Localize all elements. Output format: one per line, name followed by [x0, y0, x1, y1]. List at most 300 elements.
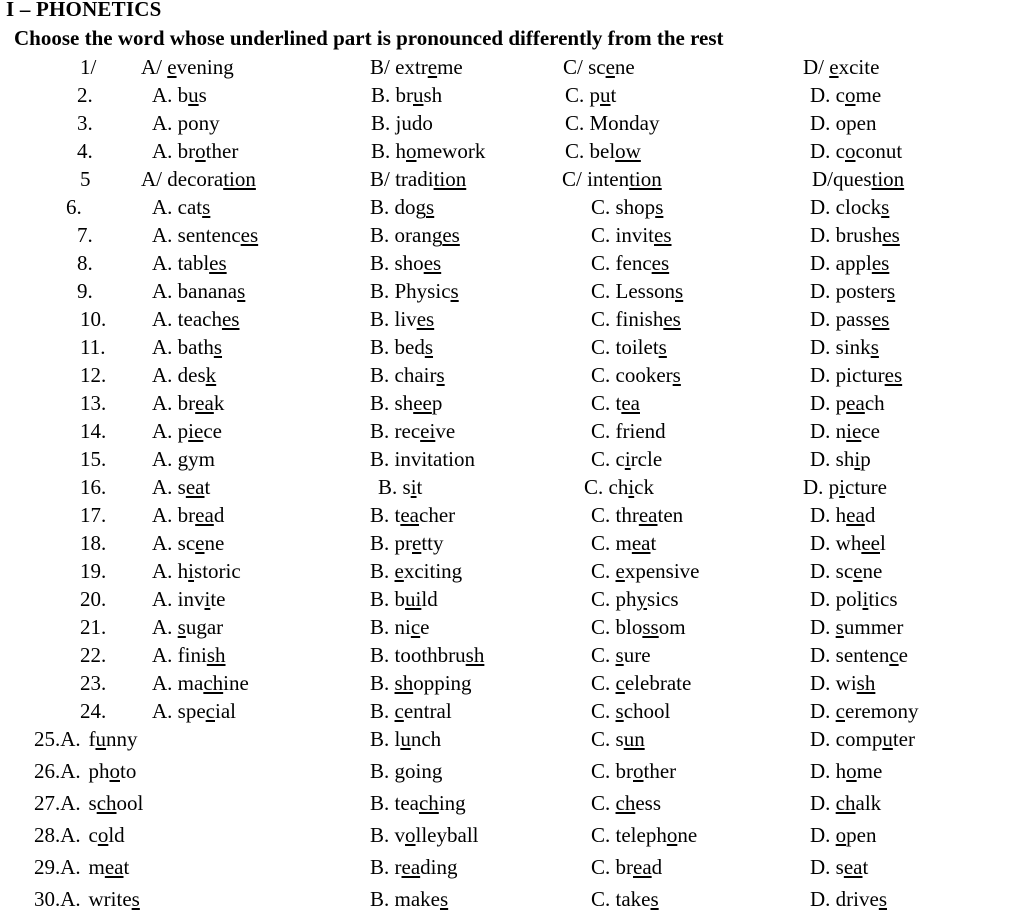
- word-part: A. gym: [152, 447, 215, 471]
- word-part: A. h: [152, 559, 189, 583]
- question-row: [0, 585, 1024, 613]
- word-part: me: [437, 55, 463, 79]
- underlined-sound: s: [878, 887, 888, 911]
- underlined-sound: s: [450, 279, 459, 303]
- underlined-sound: es: [663, 307, 681, 331]
- word-part: B. judo: [371, 111, 433, 135]
- option-b: [370, 389, 442, 417]
- word-part: f: [88, 727, 96, 751]
- word-part: D.: [810, 791, 836, 815]
- word-part: ummer: [843, 615, 904, 639]
- word-part: B. s: [378, 475, 411, 499]
- underlined-sound: e: [829, 55, 839, 79]
- option-d: [810, 697, 918, 725]
- underlined-sound: s: [202, 195, 211, 219]
- option-a: [89, 853, 130, 881]
- question-row: [0, 165, 1024, 193]
- question-row: [0, 789, 1024, 817]
- word-part: t: [862, 855, 869, 879]
- option-c: [591, 757, 676, 785]
- word-part: A. tabl: [152, 251, 210, 275]
- option-c: [591, 361, 681, 389]
- option-a: [152, 417, 222, 445]
- word-part: A. teach: [152, 307, 222, 331]
- question-number: 17.: [80, 503, 107, 527]
- word-part: B. ni: [370, 615, 411, 639]
- word-part: chool: [623, 699, 671, 723]
- word-part: d: [213, 503, 225, 527]
- question-row: [0, 501, 1024, 529]
- underlined-sound: es: [221, 307, 240, 331]
- question-number: 20.: [80, 587, 107, 611]
- underlined-sound: s: [835, 615, 844, 639]
- question-row: [0, 885, 1024, 913]
- option-b: [370, 249, 441, 277]
- word-part: C. thr: [591, 503, 639, 527]
- word-part: C. toilet: [591, 335, 659, 359]
- option-d: [803, 473, 887, 501]
- option-b: [370, 361, 445, 389]
- option-b: [370, 757, 442, 785]
- underlined-sound: u: [882, 727, 893, 751]
- underlined-sound: k: [205, 363, 217, 387]
- word-part: A. br: [152, 391, 196, 415]
- word-part: D. wi: [810, 671, 857, 695]
- question-number: 13.: [80, 391, 107, 415]
- question-number: 11.: [80, 335, 106, 359]
- word-part: C. br: [591, 855, 633, 879]
- word-part: tics: [868, 587, 898, 611]
- question-row: [0, 473, 1024, 501]
- word-part: A. br: [152, 503, 196, 527]
- word-part: A. fini: [152, 643, 207, 667]
- word-part: storic: [194, 559, 241, 583]
- word-part: rcle: [630, 447, 663, 471]
- word-part: A. b: [152, 83, 189, 107]
- word-part: C. br: [591, 759, 633, 783]
- option-b: [370, 165, 466, 193]
- word-part: ther: [205, 139, 239, 163]
- underlined-sound: ch: [203, 671, 224, 695]
- word-part: A. sentenc: [152, 223, 241, 247]
- question-number: 19.: [80, 559, 107, 583]
- question-number: 16.: [80, 475, 107, 499]
- word-part: D. wh: [810, 531, 862, 555]
- underlined-sound: o: [406, 139, 417, 163]
- underlined-sound: ui: [405, 587, 422, 611]
- underlined-sound: s: [887, 279, 896, 303]
- word-part: A. des: [152, 363, 206, 387]
- word-part: D. h: [810, 759, 847, 783]
- option-a: [152, 389, 224, 417]
- underlined-sound: sh: [206, 643, 226, 667]
- word-part: xciting: [403, 559, 463, 583]
- underlined-sound: es: [442, 223, 460, 247]
- option-b: [370, 789, 466, 817]
- question-number: 22.: [80, 643, 107, 667]
- option-c: [591, 789, 661, 817]
- underlined-sound: i: [188, 559, 195, 583]
- option-b: [370, 613, 430, 641]
- word-part: t: [204, 475, 211, 499]
- option-a: [152, 585, 226, 613]
- word-part: to: [120, 759, 137, 783]
- underlined-sound: ea: [638, 503, 658, 527]
- option-c: [562, 165, 662, 193]
- word-part: A. p: [152, 419, 189, 443]
- option-c: [563, 53, 635, 81]
- question-number: 26.A.: [34, 759, 81, 783]
- option-d: [810, 137, 902, 165]
- word-part: D. pass: [810, 307, 872, 331]
- word-part: D. poster: [810, 279, 887, 303]
- underlined-sound: i: [628, 475, 635, 499]
- option-a: [152, 529, 224, 557]
- underlined-sound: c: [205, 699, 215, 723]
- word-part: D. pictur: [810, 363, 885, 387]
- underlined-sound: s: [615, 643, 624, 667]
- word-part: ding: [420, 855, 458, 879]
- word-part: C/ inten: [562, 167, 630, 191]
- word-part: C. take: [591, 887, 651, 911]
- question-row: [0, 361, 1024, 389]
- underlined-sound: ss: [642, 615, 659, 639]
- underlined-sound: i: [410, 475, 417, 499]
- word-part: D. senten: [810, 643, 890, 667]
- word-part: C. s: [591, 727, 624, 751]
- option-d: [810, 81, 881, 109]
- underlined-sound: es: [654, 223, 672, 247]
- word-part: eremony: [845, 699, 919, 723]
- option-c: [591, 641, 651, 669]
- question-row: [0, 853, 1024, 881]
- option-a: [152, 445, 215, 473]
- word-part: C/ sc: [563, 55, 606, 79]
- word-part: C. cooker: [591, 363, 673, 387]
- word-part: ne: [862, 559, 883, 583]
- underlined-sound: es: [423, 251, 442, 275]
- question-row: [0, 221, 1024, 249]
- word-part: ck: [634, 475, 654, 499]
- question-row: [0, 137, 1024, 165]
- underlined-sound: s: [615, 699, 624, 723]
- question-number: 8.: [77, 251, 93, 275]
- option-d: [810, 885, 887, 913]
- option-d: [810, 853, 868, 881]
- word-part: B.: [370, 559, 395, 583]
- underlined-sound: i: [854, 447, 861, 471]
- option-d: [810, 445, 871, 473]
- underlined-sound: es: [871, 251, 890, 275]
- underlined-sound: es: [884, 363, 903, 387]
- underlined-sound: ea: [631, 531, 651, 555]
- word-part: sics: [647, 587, 679, 611]
- underlined-sound: ea: [846, 391, 865, 415]
- word-part: D.: [810, 615, 836, 639]
- option-a: [141, 53, 234, 81]
- underlined-sound: s: [870, 335, 879, 359]
- word-part: C. finish: [591, 307, 664, 331]
- question-row: [0, 249, 1024, 277]
- word-part: D. drive: [810, 887, 879, 911]
- option-a: [89, 757, 137, 785]
- question-number: 15.: [80, 447, 107, 471]
- word-part: d: [864, 503, 876, 527]
- option-c: [591, 333, 667, 361]
- underlined-sound: y: [636, 587, 648, 611]
- word-part: C. ch: [584, 475, 629, 499]
- option-d: [810, 669, 875, 697]
- option-b: [370, 53, 463, 81]
- underlined-sound: tion: [629, 167, 662, 191]
- word-part: nch: [410, 727, 442, 751]
- underlined-sound: u: [400, 727, 411, 751]
- word-part: D. h: [810, 503, 847, 527]
- word-part: s: [198, 83, 207, 107]
- word-part: C. Monday: [565, 111, 660, 135]
- question-number: 21.: [80, 615, 107, 639]
- option-c: [591, 501, 683, 529]
- word-part: vening: [176, 55, 234, 79]
- underlined-sound: c: [410, 615, 421, 639]
- option-c: [591, 669, 691, 697]
- word-part: C. friend: [591, 419, 666, 443]
- option-c: [591, 445, 662, 473]
- option-a: [152, 193, 210, 221]
- word-part: write: [88, 887, 132, 911]
- option-d: [810, 557, 882, 585]
- word-part: A. ma: [152, 671, 204, 695]
- option-c: [565, 109, 660, 137]
- underlined-sound: s: [881, 195, 890, 219]
- option-c: [591, 853, 662, 881]
- word-part: B. br: [371, 83, 413, 107]
- word-part: elebrate: [624, 671, 692, 695]
- option-b: [370, 501, 455, 529]
- underlined-sound: s: [672, 363, 681, 387]
- question-number: 30.A.: [34, 887, 81, 911]
- underlined-sound: s: [131, 887, 140, 911]
- word-part: B. toothbru: [370, 643, 466, 667]
- option-d: [810, 613, 903, 641]
- option-a: [152, 221, 258, 249]
- underlined-sound: i: [624, 447, 631, 471]
- option-d: [812, 165, 904, 193]
- option-a: [152, 109, 220, 137]
- word-part: B.: [370, 699, 395, 723]
- underlined-sound: c: [615, 671, 625, 695]
- question-number: 23.: [80, 671, 107, 695]
- underlined-sound: o: [845, 83, 856, 107]
- option-c: [591, 305, 681, 333]
- underlined-sound: ch: [615, 791, 636, 815]
- option-a: [89, 885, 140, 913]
- underlined-sound: e: [412, 531, 422, 555]
- option-c: [584, 473, 654, 501]
- underlined-sound: tion: [223, 167, 256, 191]
- underlined-sound: e: [427, 55, 438, 79]
- option-c: [591, 557, 700, 585]
- word-part: t: [416, 475, 423, 499]
- option-b: [370, 193, 434, 221]
- option-a: [89, 789, 144, 817]
- option-d: [810, 641, 908, 669]
- underlined-sound: s: [436, 363, 445, 387]
- word-part: p: [431, 391, 443, 415]
- word-part: A/: [141, 55, 168, 79]
- option-c: [591, 613, 686, 641]
- word-part: t: [610, 83, 617, 107]
- option-a: [152, 361, 216, 389]
- underlined-sound: ow: [615, 139, 641, 163]
- option-d: [810, 389, 885, 417]
- option-d: [810, 821, 877, 849]
- word-part: entral: [403, 699, 452, 723]
- word-part: om: [658, 615, 686, 639]
- question-number: 25.A.: [34, 727, 81, 751]
- word-part: C.: [591, 671, 616, 695]
- question-number: 24.: [80, 699, 107, 723]
- question-number: 5: [80, 167, 91, 191]
- option-d: [810, 249, 889, 277]
- word-part: C. ph: [591, 587, 637, 611]
- option-c: [591, 585, 679, 613]
- option-d: [810, 109, 877, 137]
- underlined-sound: o: [666, 823, 678, 847]
- underlined-sound: ea: [185, 475, 205, 499]
- word-part: C. teleph: [591, 823, 667, 847]
- word-part: B. dog: [370, 195, 427, 219]
- option-b: [370, 445, 475, 473]
- option-a: [152, 613, 223, 641]
- underlined-sound: s: [213, 335, 223, 359]
- word-part: D. c: [810, 83, 845, 107]
- word-part: ure: [623, 643, 651, 667]
- word-part: tty: [421, 531, 444, 555]
- option-b: [370, 725, 441, 753]
- question-row: [0, 277, 1024, 305]
- question-number: 12.: [80, 363, 107, 387]
- underlined-sound: s: [655, 195, 664, 219]
- underlined-sound: e: [167, 55, 177, 79]
- word-part: D. appl: [810, 251, 872, 275]
- option-d: [810, 789, 881, 817]
- word-part: ther: [643, 759, 677, 783]
- option-a: [141, 165, 256, 193]
- word-part: xcite: [838, 55, 880, 79]
- word-part: B. h: [371, 139, 407, 163]
- word-part: xpensive: [624, 559, 700, 583]
- underlined-sound: o: [109, 759, 120, 783]
- underlined-sound: e: [605, 55, 615, 79]
- word-part: D. n: [810, 419, 847, 443]
- word-part: D. p: [803, 475, 840, 499]
- word-part: D/: [803, 55, 830, 79]
- word-part: ool: [116, 791, 144, 815]
- question-number: 3.: [77, 111, 93, 135]
- underlined-sound: ie: [188, 419, 204, 443]
- word-part: D. sc: [810, 559, 854, 583]
- section-title: I – PHONETICS: [6, 0, 162, 21]
- question-number: 2.: [77, 83, 93, 107]
- word-part: B. r: [370, 855, 402, 879]
- option-c: [591, 221, 672, 249]
- word-part: D. brush: [810, 223, 883, 247]
- option-b: [378, 473, 422, 501]
- underlined-sound: es: [882, 223, 900, 247]
- option-b: [370, 885, 448, 913]
- underlined-sound: es: [240, 223, 259, 247]
- option-a: [152, 333, 222, 361]
- word-part: C.: [591, 791, 616, 815]
- word-part: C. fenc: [591, 251, 652, 275]
- word-part: B. t: [370, 503, 401, 527]
- word-part: conut: [855, 139, 903, 163]
- word-part: c: [88, 823, 98, 847]
- option-c: [591, 725, 645, 753]
- option-a: [152, 641, 226, 669]
- word-part: oing: [405, 759, 443, 783]
- word-part: A. br: [152, 139, 196, 163]
- underlined-sound: s: [658, 335, 667, 359]
- option-b: [370, 697, 452, 725]
- underlined-sound: s: [675, 279, 684, 303]
- word-part: ugar: [185, 615, 224, 639]
- question-row: [0, 193, 1024, 221]
- underlined-sound: es: [416, 307, 435, 331]
- question-row: [0, 529, 1024, 557]
- question-row: [0, 53, 1024, 81]
- option-d: [810, 417, 880, 445]
- question-number: 10.: [80, 307, 107, 331]
- word-part: D. sink: [810, 335, 871, 359]
- word-part: B. invitation: [370, 447, 475, 471]
- option-b: [370, 821, 479, 849]
- question-number: 18.: [80, 531, 107, 555]
- option-c: [591, 389, 640, 417]
- question-number: 4.: [77, 139, 93, 163]
- word-part: B/ extr: [370, 55, 428, 79]
- underlined-sound: ea: [400, 503, 419, 527]
- question-row: [0, 757, 1024, 785]
- word-part: pen: [846, 823, 877, 847]
- word-part: D. comp: [810, 727, 883, 751]
- word-part: B. Physic: [370, 279, 451, 303]
- word-part: nny: [106, 727, 138, 751]
- word-part: B. pr: [370, 531, 412, 555]
- option-b: [371, 137, 485, 165]
- question-number: 14.: [80, 419, 107, 443]
- question-row: [0, 669, 1024, 697]
- word-part: B/ tradi: [370, 167, 434, 191]
- question-row: [0, 821, 1024, 849]
- word-part: D. clock: [810, 195, 882, 219]
- word-part: B. v: [370, 823, 406, 847]
- word-part: D. s: [810, 855, 844, 879]
- word-part: A. sc: [152, 531, 196, 555]
- word-part: C. shop: [591, 195, 656, 219]
- question-row: [0, 613, 1024, 641]
- word-part: B. sh: [370, 391, 414, 415]
- option-d: [810, 501, 875, 529]
- word-part: ve: [435, 419, 456, 443]
- word-part: ten: [657, 503, 684, 527]
- underlined-sound: e: [615, 559, 625, 583]
- word-part: C. invit: [591, 223, 655, 247]
- option-c: [591, 821, 697, 849]
- word-part: l: [880, 531, 886, 555]
- word-part: t: [123, 855, 130, 879]
